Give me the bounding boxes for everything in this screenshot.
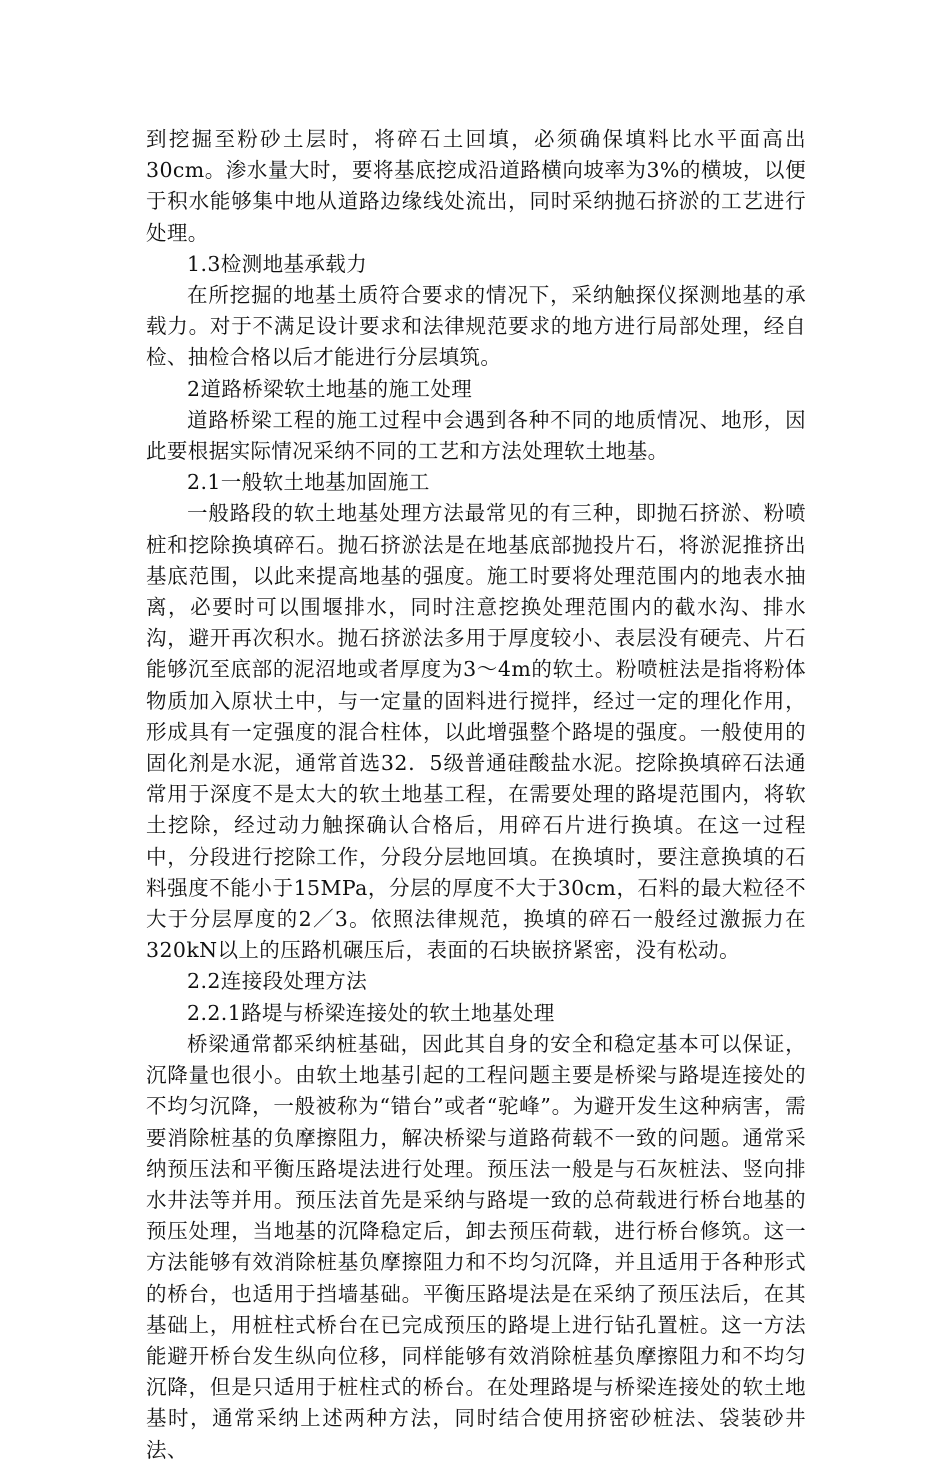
section-heading-2-2-1: 2.2.1路堤与桥梁连接处的软土地基处理 xyxy=(187,1000,555,1025)
section-heading-2-2: 2.2连接段处理方法 xyxy=(187,969,368,994)
paragraph-construction-intro: 道路桥梁工程的施工过程中会遇到各种不同的地质情况、地形，因此要根据实际情况采纳不同的工艺和方法处理软土地基。 xyxy=(146,407,806,464)
paragraph-bearing-capacity: 在所挖掘的地基土质符合要求的情况下，采纳触探仪探测地基的承载力。对于不满足设计要求和法律规范要求的地方进行局部处理，经自检、抽检合格以后才能进行分层填筑。 xyxy=(146,283,806,370)
document-body xyxy=(146,124,806,1466)
paragraph-continued: 到挖掘至粉砂土层时，将碎石土回填，必须确保填料比水平面高出30cm。渗水量大时，要将基底挖成沿道路横向坡率为3%的横坡，以便于积水能够集中地从道路边缘线处流出，同时采纳抛石挤淤的工艺进行处理。 xyxy=(146,127,806,245)
paragraph-bridge-connection: 桥梁通常都采纳桩基础，因此其自身的安全和稳定基本可以保证，沉降量也很小。由软土地基引起的工程问题主要是桥梁与路堤连接处的不均匀沉降，一般被称为“错台”或者“驼峰”。为避开发生这种病害，需要消除桩基的负摩擦阻力，解决桥梁与道路荷载不一致的问题。通常采纳预压法和平衡压路堤法进行处理。预压法一般是与石灰桩法、竖向排水井法等并用。预压法首先是采纳与路堤一致的总荷载进行桥台地基的预压处理，当地基的沉降稳定后，卸去预压荷载，进行桥台修筑。这一方法能够有效消除桩基负摩擦阻力和不均匀沉降，并且适用于各种形式的桥台，也适用于挡墙基础。平衡压路堤法是在采纳了预压法后，在其基础上，用桩柱式桥台在已完成预压的路堤上进行钻孔置桩。这一方法能避开桥台发生纵向位移，同样能够有效消除桩基负摩擦阻力和不均匀沉降，但是只适用于桩柱式的桥台。在处理路堤与桥梁连接处的软土地基时，通常采纳上述两种方法，同时结合使用挤密砂桩法、袋装砂井法、 xyxy=(146,1031,806,1462)
section-heading-2-1: 2.1一般软土地基加固施工 xyxy=(187,470,430,495)
paragraph-general-reinforcement: 一般路段的软土地基处理方法最常见的有三种，即抛石挤淤、粉喷桩和挖除换填碎石。抛石挤淤法是在地基底部抛投片石，将淤泥推挤出基底范围，以此来提高地基的强度。施工时要将处理范围内的地表水抽离，必要时可以围堰排水，同时注意挖换处理范围内的截水沟、排水沟，避开再次积水。抛石挤淤法多用于厚度较小、表层没有硬壳、片石能够沉至底部的泥沼地或者厚度为3～4m的软土。粉喷桩法是指将粉体物质加入原状土中，与一定量的固料进行搅拌，经过一定的理化作用，形成具有一定强度的混合柱体，以此增强整个路堤的强度。一般使用的固化剂是水泥，通常首选32．5级普通硅酸盐水泥。挖除换填碎石法通常用于深度不是太大的软土地基工程，在需要处理的路堤范围内，将软土挖除，经过动力触探确认合格后，用碎石片进行换填。在这一过程中，分段进行挖除工作，分段分层地回填。在换填时，要注意换填的石料强度不能小于15MPa，分层的厚度不大于30cm，石料的最大粒径不大于分层厚度的2／3。依照法律规范，换填的碎石一般经过激振力在320kN以上的压路机碾压后，表面的石块嵌挤紧密，没有松动。 xyxy=(146,501,806,963)
section-heading-1-3: 1.3检测地基承载力 xyxy=(187,251,368,276)
section-heading-2: 2道路桥梁软土地基的施工处理 xyxy=(187,376,473,401)
